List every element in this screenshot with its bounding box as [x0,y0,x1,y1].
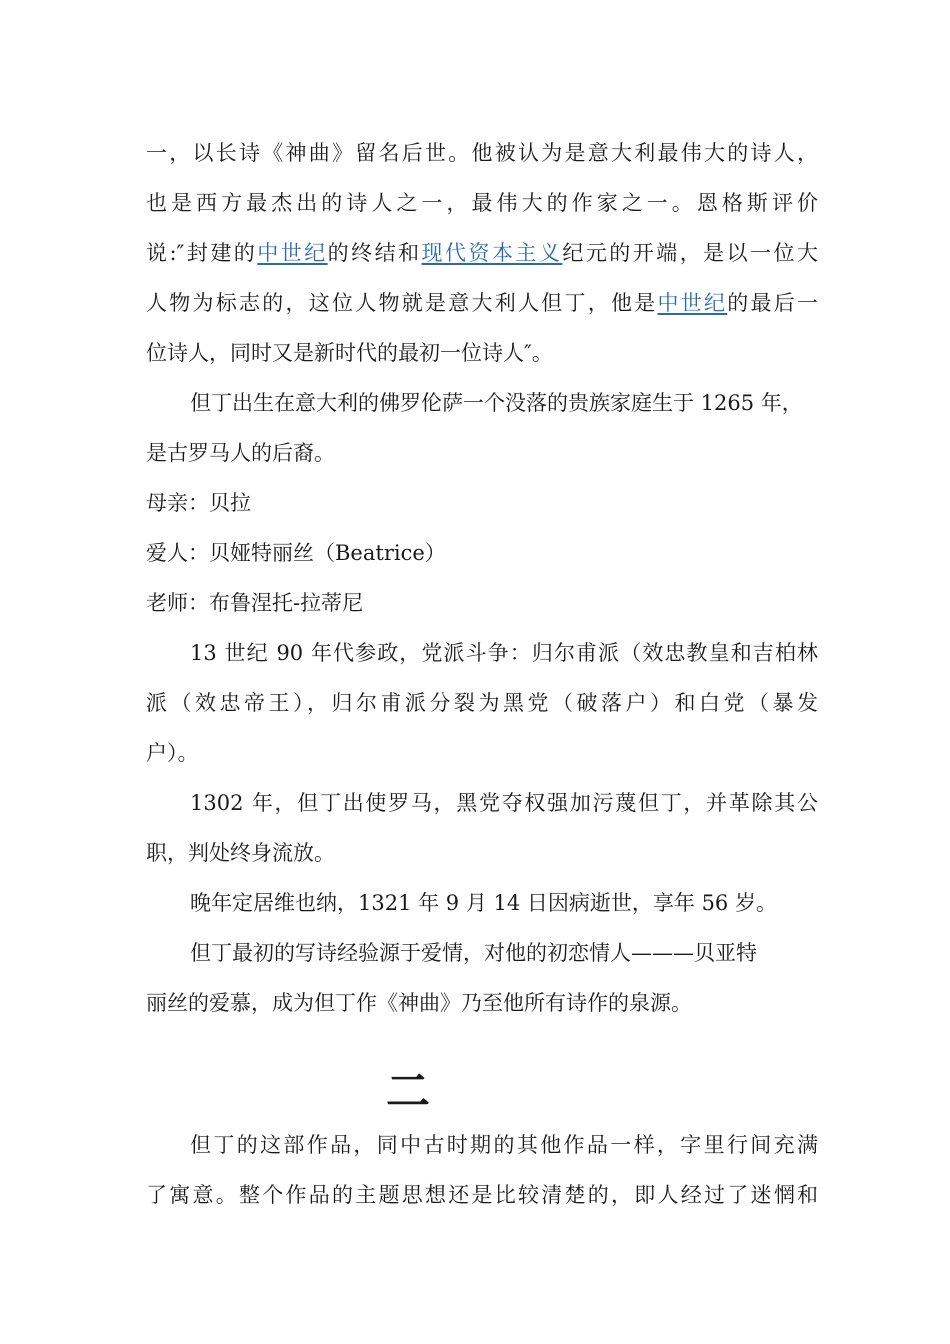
text-line [146,228,818,278]
link-modern-capitalism[interactable]: 现代资本主义 [421,241,563,265]
document-body [146,128,818,1220]
text-line: 1302 年，但丁出使罗马，黑党夺权强加污蔑但丁，并革除其公 [190,791,818,815]
text-line: 户）。 [146,741,199,765]
text-line: 了寓意。整个作品的主题思想还是比较清楚的，即人经过了迷惘和 [146,1183,818,1207]
text-line [146,278,818,328]
fact-mother: 母亲：贝拉 [146,491,251,515]
link-medieval[interactable]: 中世纪 [257,241,328,265]
text-span: 的最后一 [727,291,818,315]
text-span: 说:″封建的 [146,241,258,265]
text-line: 是古罗马人的后裔。 [146,441,335,465]
section-heading: 二 [386,1066,430,1117]
text-line: 派（效忠帝王），归尔甫派分裂为黑党（破落户）和白党（暴发 [146,691,818,715]
text-line: 但丁最初的写诗经验源于爱情，对他的初恋情人———贝亚特 [190,941,757,965]
text-line: 职，判处终身流放。 [146,841,335,865]
spacer [146,1028,818,1064]
link-medieval[interactable]: 中世纪 [657,291,728,315]
fact-teacher: 老师：布鲁涅托-拉蒂尼 [146,591,364,615]
text-line: 但丁出生在意大利的佛罗伦萨一个没落的贵族家庭生于 1265 年， [190,391,803,415]
text-line: 一，以长诗《神曲》留名后世。他被认为是意大利最伟大的诗人， [146,141,818,165]
text-line: 位诗人，同时又是新时代的最初一位诗人″。 [146,341,553,365]
text-span: 纪元的开端，是以一位大 [562,241,819,265]
fact-lover: 爱人：贝娅特丽丝（Beatrice） [146,541,446,565]
text-line: 也是西方最杰出的诗人之一，最伟大的作家之一。恩格斯评价 [146,191,818,215]
text-span: 人物为标志的，这位人物就是意大利人但丁，他是 [146,291,658,315]
text-span: 的终结和 [327,241,422,265]
text-line: 13 世纪 90 年代参政，党派斗争：归尔甫派（效忠教皇和吉柏林 [190,641,818,665]
text-line: 晚年定居维也纳，1321 年 9 月 14 日因病逝世，享年 56 岁。 [190,891,777,915]
text-line: 丽丝的爱慕，成为但丁作《神曲》乃至他所有诗作的泉源。 [146,991,692,1015]
text-line: 但丁的这部作品，同中古时期的其他作品一样，字里行间充满 [190,1133,818,1157]
